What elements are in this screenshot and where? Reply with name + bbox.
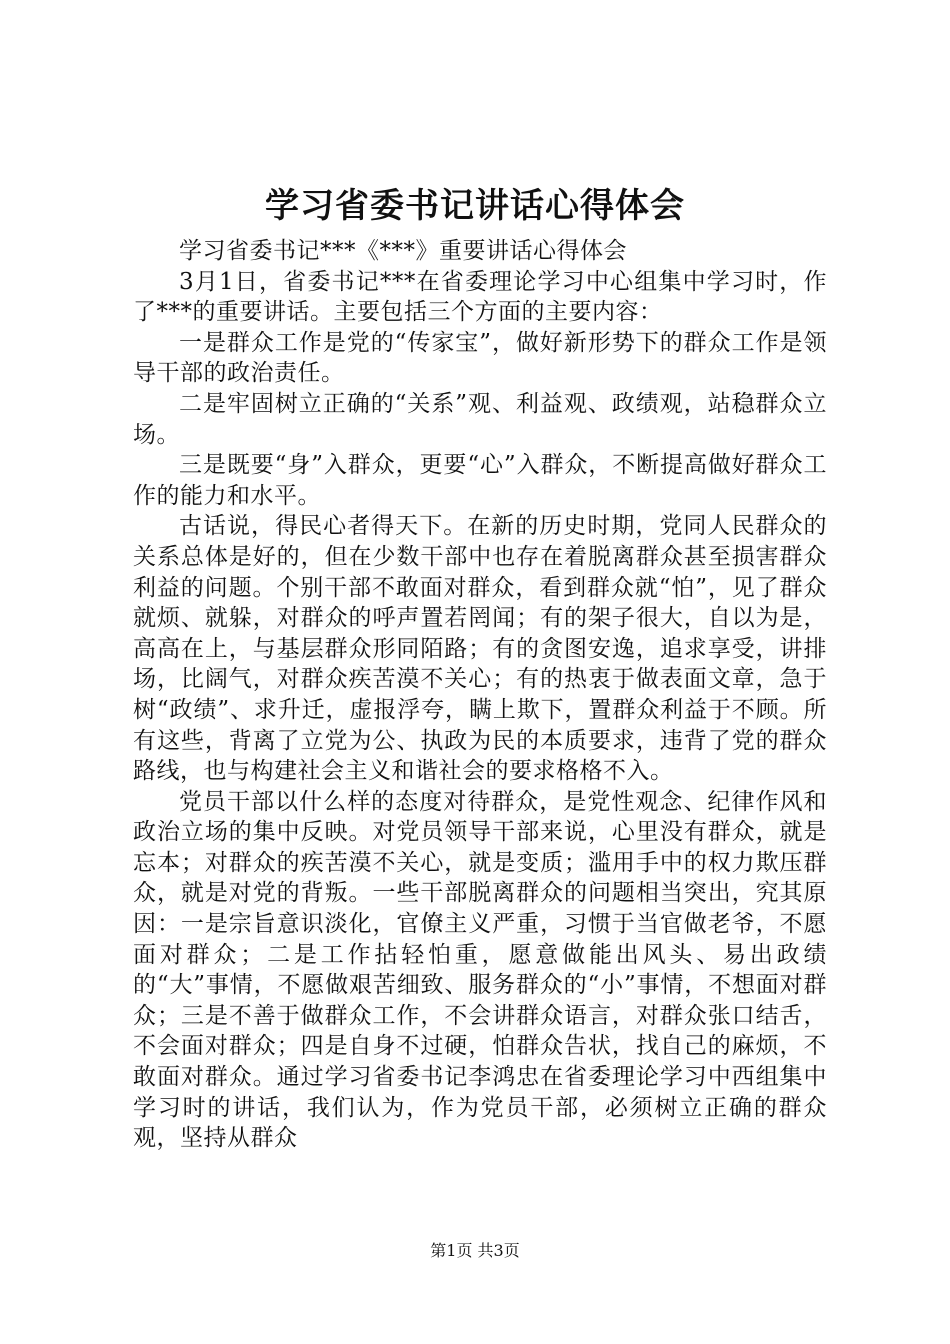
paragraph-point-1: 一是群众工作是党的“传家宝”，做好新形势下的群众工作是领导干部的政治责任。 [133,329,827,387]
page-number-footer: 第1页 共3页 [430,1241,520,1260]
paragraph-subtitle: 学习省委书记***《***》重要讲话心得体会 [179,238,627,264]
paragraph-point-2: 二是牢固树立正确的“关系”观、利益观、政绩观，站稳群众立场。 [133,390,827,448]
paragraph-intro: 3月1日，省委书记***在省委理论学习中心组集中学习时，作了***的重要讲话。主要包括三个方面的主要内容： [133,268,827,326]
document-body [133,236,827,1154]
paragraph-point-3: 三是既要“身”入群众，更要“心”入群众，不断提高做好群众工作的能力和水平。 [133,452,827,509]
document-title: 学习省委书记讲话心得体会 [265,186,685,226]
paragraph-body-1: 古话说，得民心者得天下。在新的历史时期，党同人民群众的关系总体是好的，但在少数干部中也存在着脱离群众甚至损害群众利益的问题。个别干部不敢面对群众，看到群众就“怕”，见了群众就烦、就躲，对群众的呼声置若罔闻；有的架子很大，自以为是，高高在上，与基层群众形同陌路；有的贪图安逸，追求享受，讲排场，比阔气，对群众疾苦漠不关心；有的热衷于做表面文章，急于树“政绩”、求升迁，虚报浮夸，瞒上欺下，置群众利益于不顾。所有这些，背离了立党为公、执政为民的本质要求，违背了党的群众路线，也与构建社会主义和谐社会的要求格格不入。 [133,513,827,785]
paragraph-body-2: 党员干部以什么样的态度对待群众，是党性观念、纪律作风和政治立场的集中反映。对党员领导干部来说，心里没有群众，就是忘本；对群众的疾苦漠不关心，就是变质；滥用手中的权力欺压群众，就是对党的背叛。一些干部脱离群众的问题相当突出，究其原因：一是宗旨意识淡化，官僚主义严重，习惯于当官做老爷，不愿面对群众；二是工作拈轻怕重，愿意做能出风头、易出政绩的“大”事情，不愿做艰苦细致、服务群众的“小”事情，不想面对群众；三是不善于做群众工作，不会讲群众语言，对群众张口结舌，不会面对群众；四是自身不过硬，怕群众告状，找自己的麻烦，不敢面对群众。通过学习省委书记李鸿忠在省委理论学习中西组集中学习时的讲话，我们认为，作为党员干部，必须树立正确的群众观，坚持从群众 [133,788,827,1152]
